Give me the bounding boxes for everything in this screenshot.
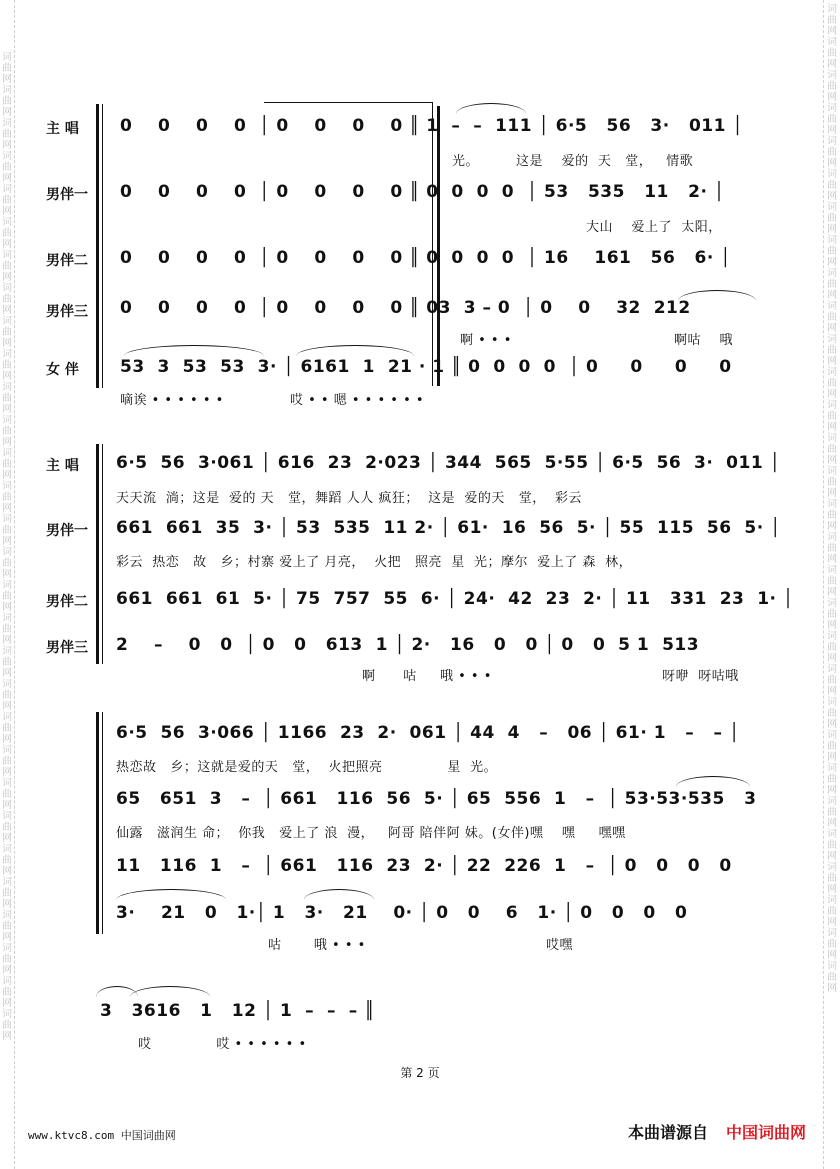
system-brace bbox=[96, 444, 103, 664]
m3-lyric: 咕 哦 • • • bbox=[268, 938, 366, 953]
m3-notes: 2 – 0 0 │ 0 0 613 1 │ 2· 16 0 0 │ 0 0 5 1 513 bbox=[116, 635, 700, 655]
female-lyric: 嘀诶 • • • • • • bbox=[120, 393, 224, 408]
m3-notes: 0 0 0 0 │ 0 0 0 0 ║ 03 3 – 0 │ 0 0 32 212 bbox=[120, 298, 698, 318]
m2-notes: 11 116 1 – │ 661 116 23 2· │ 22 226 1 – │ 0 0 0 0 bbox=[116, 856, 732, 876]
lead-notes: 0 0 0 0 │ 0 0 0 0 ║ 1 – – 111 │ 6·5 56 3· 011 │ bbox=[120, 116, 744, 136]
m3-lyric: 啊咕 哦 bbox=[674, 333, 734, 348]
m1-notes: 65 651 3 – │ 661 116 56 5· │ 65 556 1 – │ 53·53·535 3 bbox=[116, 789, 757, 809]
female-lyric: 哎 • • 嗯 • • • • • • bbox=[290, 393, 425, 408]
m1-lyric: 彩云 热恋 故 乡；村寨 爱上了 月亮， 火把 照亮 星 光；摩尔 爱上了 森 林， bbox=[116, 555, 633, 570]
slur bbox=[676, 776, 750, 787]
lead-lyric: 天天流 淌；这是 爱的 天 堂，舞蹈 人人 疯狂； 这是 爱的天 堂， 彩云 bbox=[116, 491, 583, 506]
part-label-m3: 男伴三 bbox=[46, 640, 88, 656]
lead-notes: 6·5 56 3·061 │ 616 23 2·023 │ 344 565 5·55 │ 6·5 56 3· 011 │ bbox=[116, 453, 781, 473]
part-label-m1: 男伴一 bbox=[46, 187, 88, 203]
part-label-m1: 男伴一 bbox=[46, 523, 88, 539]
footer-brand[interactable]: 中国词曲网 bbox=[725, 1123, 806, 1142]
footer-source-text: 本曲谱源自 bbox=[627, 1123, 708, 1142]
watermark-text: 词曲网词曲网词曲网词曲网词曲网词曲网词曲网词曲网词曲网词曲网词曲网词曲网词曲网词曲网词曲网词曲网词曲网词曲网词曲网词曲网词曲网词曲网词曲网词曲网词曲网词曲网词曲网词曲网词曲网词曲网 bbox=[2, 52, 12, 1042]
m3-notes: 3· 21 0 1·│ 1 3· 21 0· │ 0 0 6 1· │ 0 0 0 0 bbox=[116, 903, 688, 923]
page-number: 第 2 页 bbox=[400, 1066, 440, 1080]
footer-source bbox=[628, 1120, 806, 1143]
part-label-female: 女 伴 bbox=[46, 362, 79, 378]
m1-lyric: 大山 爱上了 太阳， bbox=[586, 220, 722, 235]
m3-lyric: 啊 • • • bbox=[460, 333, 512, 348]
part-label-lead: 主 唱 bbox=[46, 458, 79, 474]
slur bbox=[130, 986, 210, 997]
coda-notes: 3 3616 1 12 │ 1 – – – ║ bbox=[100, 1001, 375, 1021]
watermark-text: 词曲网词曲网词曲网词曲网词曲网词曲网词曲网词曲网词曲网词曲网词曲网词曲网词曲网词曲网词曲网词曲网词曲网词曲网词曲网词曲网词曲网词曲网词曲网词曲网词曲网词曲网词曲网词曲网词曲网词曲网 bbox=[827, 4, 837, 994]
lead-lyric: 光。 这是 爱的 天 堂， 情歌 bbox=[452, 154, 694, 169]
lead-notes: 6·5 56 3·066 │ 1166 23 2· 061 │ 44 4 – 06 │ 61· 1 – – │ bbox=[116, 723, 740, 743]
footer-site-link[interactable]: www.ktvc8.com 中国词曲网 bbox=[28, 1129, 176, 1142]
m1-notes: 0 0 0 0 │ 0 0 0 0 ║ 0 0 0 0 │ 53 535 11 2· │ bbox=[120, 182, 725, 202]
m1-lyric: 仙露 滋润生 命； 你我 爱上了 浪 漫， 阿哥 陪伴阿 妹。(女伴)嘿 嘿 嘿嘿 bbox=[116, 826, 626, 841]
part-label-lead: 主 唱 bbox=[46, 121, 79, 137]
slur bbox=[678, 290, 756, 301]
slur bbox=[304, 889, 374, 900]
watermark-right bbox=[823, 0, 840, 1169]
female-notes: 53 3 53 53 3· │ 6161 1 21 · 1 ║ 0 0 0 0 │ 0 0 0 0 bbox=[120, 357, 732, 377]
coda-lyric: 哎 哎 • • • • • • bbox=[138, 1037, 307, 1052]
m2-notes: 661 661 61 5· │ 75 757 55 6· │ 24· 42 23 2· │ 11 331 23 1· │ bbox=[116, 589, 794, 609]
repeat-barline bbox=[432, 106, 440, 386]
m3-lyric: 啊 咕 哦 • • • bbox=[362, 669, 492, 684]
m3-lyric: 呀咿 呀咕哦 bbox=[662, 669, 739, 684]
slur bbox=[296, 345, 414, 356]
part-label-m2: 男伴二 bbox=[46, 594, 88, 610]
system-brace bbox=[96, 104, 103, 388]
slur bbox=[116, 889, 226, 900]
watermark-left bbox=[0, 0, 15, 1169]
m2-notes: 0 0 0 0 │ 0 0 0 0 ║ 0 0 0 0 │ 16 161 56 6· │ bbox=[120, 248, 731, 268]
part-label-m3: 男伴三 bbox=[46, 304, 88, 320]
lead-lyric: 热恋故 乡；这就是爱的天 堂， 火把照亮 星 光。 bbox=[116, 760, 498, 775]
slur bbox=[456, 103, 526, 114]
volta-line bbox=[264, 102, 432, 103]
m1-notes: 661 661 35 3· │ 53 535 11 2· │ 61· 16 56 5· │ 55 115 56 5· │ bbox=[116, 518, 781, 538]
part-label-m2: 男伴二 bbox=[46, 253, 88, 269]
slur bbox=[124, 345, 264, 356]
system-brace bbox=[96, 712, 103, 934]
m3-lyric: 哎嘿 bbox=[546, 938, 574, 953]
